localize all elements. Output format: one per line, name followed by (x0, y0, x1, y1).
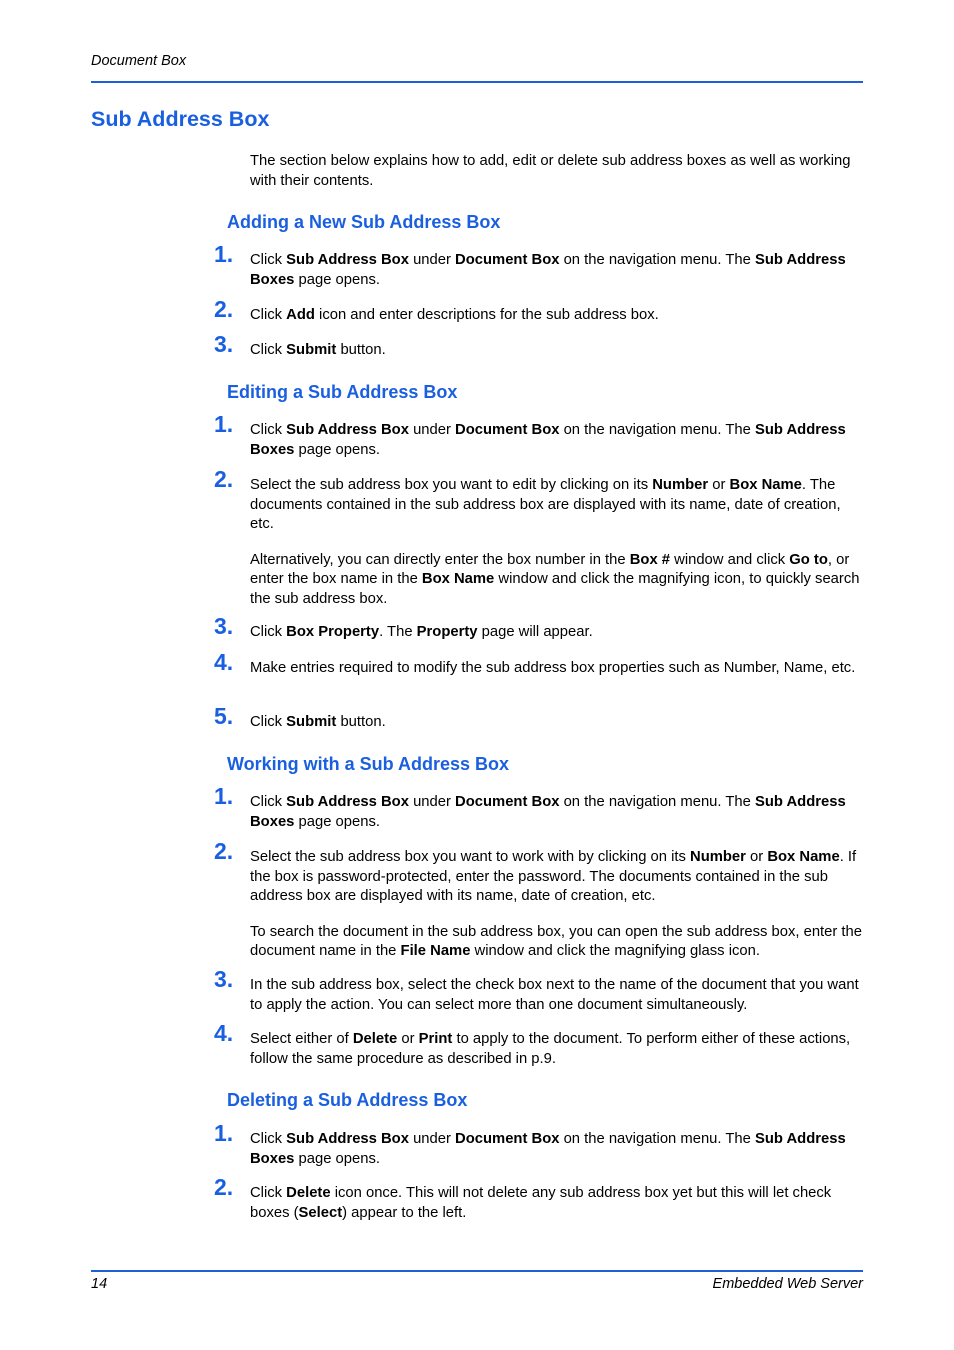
deleting-step-2 (214, 1174, 866, 1223)
step-text (250, 713, 866, 733)
text-run: page opens. (294, 271, 380, 288)
text-run: Click (250, 1131, 287, 1147)
text-run: page opens. (294, 813, 380, 830)
step-text (250, 848, 866, 962)
text-run: or (745, 849, 768, 865)
text-run: under (408, 422, 456, 438)
running-header: Document Box (91, 53, 187, 69)
bold-term: Sub Address Box (286, 1131, 409, 1147)
bold-term: Box Name (729, 477, 802, 493)
step-paragraph (250, 793, 866, 832)
step-paragraph (250, 623, 866, 643)
step-text (250, 341, 866, 361)
text-run: In the sub address box, select the check box next to the name of the document that you want to apply the action. You can select more than one document simultaneously. (250, 977, 859, 1013)
bold-term: Document Box (455, 1131, 560, 1147)
footer-rule (91, 1270, 863, 1272)
text-run: . The documents contained in the sub address box are displayed with its name, date of creation, etc. (250, 477, 841, 532)
working-step-1 (214, 783, 866, 832)
step-number: 1. (214, 783, 234, 809)
page-title: Sub Address Box (91, 107, 270, 131)
text-run: on the navigation menu. The (559, 1131, 755, 1147)
editing-step-2 (214, 466, 866, 609)
adding-step-2 (214, 296, 866, 326)
text-run: Click (250, 794, 287, 810)
text-run: To search the document in the sub address box, you can open the sub address box, enter the document name in the (250, 923, 862, 959)
deleting-step-1 (214, 1120, 866, 1169)
text-run: under (408, 794, 456, 810)
bold-term: Box Name (421, 571, 495, 587)
bold-term: Sub Address Box (286, 422, 409, 438)
step-paragraph (250, 713, 866, 733)
footer-manual-title: Embedded Web Server (712, 1276, 863, 1292)
bold-term: Sub Address Boxes (250, 422, 846, 458)
bold-term: Box Name (767, 849, 840, 865)
step-number: 1. (214, 241, 234, 267)
step-number: 4. (214, 1020, 234, 1046)
step-text (250, 1184, 866, 1223)
step-paragraph (250, 976, 866, 1015)
text-run: button. (336, 714, 386, 730)
section-title-adding: Adding a New Sub Address Box (227, 212, 501, 232)
step-paragraph (250, 421, 866, 460)
text-run: ) appear to the left. (342, 1204, 467, 1221)
bold-term: Sub Address Boxes (250, 1131, 846, 1167)
text-run: Click (250, 714, 287, 730)
bold-term: Submit (286, 714, 337, 730)
working-step-2 (214, 838, 866, 962)
step-number: 3. (214, 966, 234, 992)
text-run: icon and enter descriptions for the sub address box. (314, 307, 659, 323)
bold-term: Delete (286, 1185, 331, 1201)
text-run: window and click (670, 551, 790, 568)
editing-step-1 (214, 411, 866, 460)
text-run: , or enter the box name in the (250, 551, 850, 587)
bold-term: Document Box (455, 794, 560, 810)
step-text (250, 623, 866, 643)
adding-step-3 (214, 331, 866, 361)
text-run: window and click the magnifying glass icon. (470, 943, 760, 959)
step-text (250, 659, 866, 679)
bold-term: Sub Address Boxes (250, 252, 846, 288)
step-number: 1. (214, 411, 234, 437)
text-run: page will appear. (477, 624, 593, 640)
working-step-3 (214, 966, 866, 1015)
bold-term: Submit (286, 342, 337, 358)
bold-term: Box # (629, 551, 671, 568)
text-run: on the navigation menu. The (559, 794, 755, 810)
text-run: page opens. (294, 441, 380, 458)
editing-step-4 (214, 649, 866, 679)
step-number: 2. (214, 466, 234, 492)
text-run: Make entries required to modify the sub address box properties such as Number, Name, etc. (250, 660, 856, 676)
editing-step-3 (214, 613, 866, 643)
step-paragraph (250, 476, 866, 535)
step-number: 3. (214, 331, 234, 357)
text-run: Click (250, 342, 287, 358)
step-paragraph (250, 306, 866, 326)
step-text (250, 421, 866, 460)
step-text (250, 306, 866, 326)
bold-term: Print (418, 1031, 453, 1047)
text-run: under (408, 252, 456, 268)
step-text (250, 476, 866, 609)
text-run: Select the sub address box you want to work with by clicking on its (250, 849, 691, 865)
step-paragraph (250, 1030, 866, 1069)
step-number: 2. (214, 296, 234, 322)
bold-term: File Name (400, 943, 471, 959)
bold-term: Property (416, 624, 478, 640)
text-run: Select either of (250, 1031, 353, 1047)
header-rule (91, 81, 863, 83)
text-run: on the navigation menu. The (559, 252, 755, 268)
step-paragraph (250, 848, 866, 907)
working-step-4 (214, 1020, 866, 1069)
text-run: window and click the magnifying icon, to quickly search the sub address box. (250, 571, 860, 607)
text-run: Alternatively, you can directly enter the box number in the (250, 551, 630, 568)
section-title-working: Working with a Sub Address Box (227, 754, 510, 774)
step-paragraph (250, 251, 866, 290)
text-run: or (708, 477, 730, 493)
step-text (250, 1030, 866, 1069)
text-run: button. (336, 342, 386, 358)
step-text (250, 1130, 866, 1169)
step-paragraph (250, 1184, 866, 1223)
bold-term: Add (286, 307, 315, 323)
text-run: page opens. (294, 1150, 380, 1167)
text-run: on the navigation menu. The (559, 422, 755, 438)
text-run: Click (250, 252, 287, 268)
step-paragraph (250, 551, 866, 610)
step-number: 2. (214, 838, 234, 864)
bold-term: Box Property (286, 624, 380, 640)
bold-term: Sub Address Boxes (250, 794, 846, 830)
text-run: . The (379, 624, 417, 640)
text-run: or (397, 1031, 419, 1047)
text-run: under (408, 1131, 456, 1147)
text-run: Click (250, 422, 287, 438)
bold-term: Go to (789, 551, 828, 568)
step-paragraph (250, 341, 866, 361)
bold-term: Number (690, 849, 746, 865)
section-title-editing: Editing a Sub Address Box (227, 382, 458, 402)
text-run: Click (250, 624, 287, 640)
footer-page-number: 14 (91, 1276, 108, 1292)
bold-term: Document Box (455, 422, 560, 438)
editing-step-5 (214, 703, 866, 733)
step-paragraph (250, 923, 866, 962)
text-run: Select the sub address box you want to edit by clicking on its (250, 477, 653, 493)
text-run: Click (250, 1185, 287, 1201)
adding-step-1 (214, 241, 866, 290)
step-number: 3. (214, 613, 234, 639)
bold-term: Sub Address Box (286, 794, 409, 810)
step-text (250, 976, 866, 1015)
bold-term: Number (652, 477, 709, 493)
step-paragraph (250, 1130, 866, 1169)
bold-term: Select (298, 1204, 343, 1221)
text-run: . If the box is password-protected, enter the password. The documents contained in the sub address box are displayed with its name, date of creation, etc. (250, 849, 857, 904)
text-run: icon once. This will not delete any sub address box yet but this will let check boxes ( (250, 1185, 832, 1221)
text-run: Click (250, 307, 287, 323)
step-number: 1. (214, 1120, 234, 1146)
step-paragraph (250, 659, 866, 679)
section-title-deleting: Deleting a Sub Address Box (227, 1090, 468, 1110)
step-text (250, 251, 866, 290)
intro-paragraph: The section below explains how to add, edit or delete sub address boxes as well as working with their contents. (250, 153, 851, 189)
bold-term: Sub Address Box (286, 252, 409, 268)
step-number: 4. (214, 649, 234, 675)
step-number: 5. (214, 703, 234, 729)
step-number: 2. (214, 1174, 234, 1200)
step-text (250, 793, 866, 832)
text-run: to apply to the document. To perform either of these actions, follow the same procedure as described in p.9. (250, 1031, 851, 1067)
bold-term: Document Box (455, 252, 560, 268)
bold-term: Delete (352, 1031, 398, 1047)
